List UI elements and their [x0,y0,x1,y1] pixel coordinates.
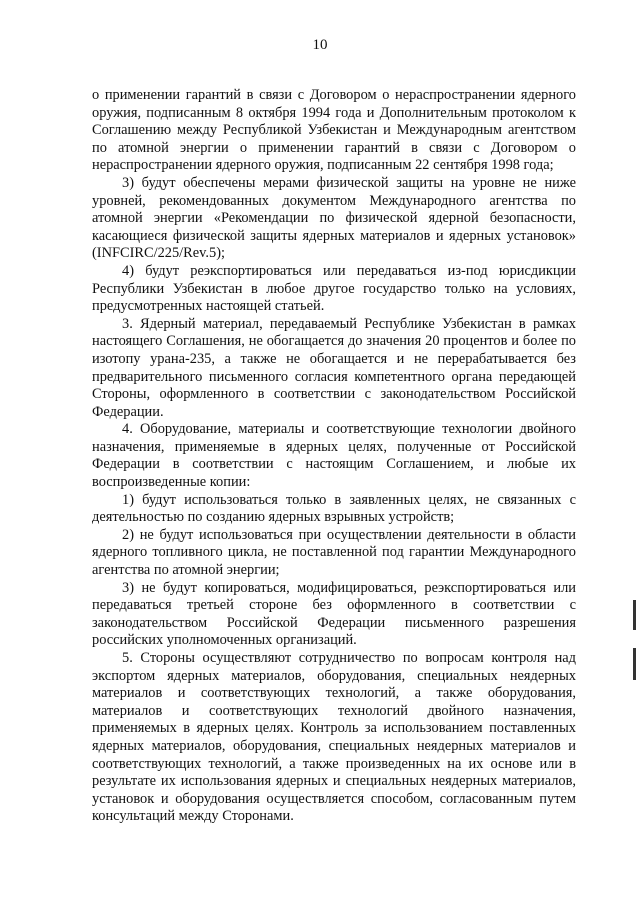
paragraph-reexport-conditions: 4) будут реэкспортироваться или передаваться из-под юрисдикции Республики Узбекистан в любое другое государство только на условиях, предусмотренных настоящей статьей. [92,262,576,315]
document-body [92,87,576,826]
paragraph-declared-purposes: 1) будут использоваться только в заявленных целях, не связанных с деятельностью по созданию ядерных взрывных устройств; [92,491,576,526]
scan-edge-mark [633,600,636,630]
paragraph-dual-use-equipment: 4. Оборудование, материалы и соответствующие технологии двойного назначения, применяемые в ядерных целях, полученные от Российской Федерации в соответствии с настоящим Соглашением, и любые их воспроизведенные копии: [92,421,576,491]
paragraph-copying-restriction: 3) не будут копироваться, модифицироваться, реэкспортироваться или передаваться третьей стороне без оформленного в соответствии с законодательством Российской Федерации письменного разрешения российских уполномоченных организаций. [92,579,576,649]
paragraph-safeguards-continuation: о применении гарантий в связи с Договором о нераспространении ядерного оружия, подписанным 8 октября 1994 года и Дополнительным протоколом к Соглашению между Республикой Узбекистан и Международным агентством по атомной энергии о применении гарантий в связи с Договором о нераспространении ядерного оружия, подписанным 22 сентября 1998 года; [92,87,576,174]
paragraph-export-control: 5. Стороны осуществляют сотрудничество по вопросам контроля над экспортом ядерных материалов, оборудования, специальных неядерных материалов и соответствующих технологий, а также оборудования, материалов и соответствующих технологий двойного назначения, применяемых в ядерных целях. Контроль за использованием поставленных ядерных материалов, оборудования, специальных неядерных материалов и соответствующих технологий, а также произведенных на их основе или в результате их использования ядерных и специальных неядерных материалов, установок и оборудования осуществляется способом, согласованным путем консультаций между Сторонами. [92,650,576,825]
paragraph-enrichment-limit: 3. Ядерный материал, передаваемый Республике Узбекистан в рамках настоящего Соглашения, не обогащается до значения 20 процентов и более по изотопу урана-235, а также не обогащается и не перерабатывается без предварительного письменного согласия компетентного органа передающей Стороны, оформленного в соответствии с законодательством Российской Федерации. [92,315,576,420]
paragraph-physical-protection: 3) будут обеспечены мерами физической защиты на уровне не ниже уровней, рекомендованных документом Международного агентства по атомной энергии «Рекомендации по физической ядерной безопасности, касающиеся физической защиты ядерных материалов и ядерных установок» (INFCIRC/225/Rev.5); [92,174,576,262]
paragraph-fuel-cycle: 2) не будут использоваться при осуществлении деятельности в области ядерного топливного цикла, не поставленной под гарантии Международного агентства по атомной энергии; [92,526,576,579]
page-number: 10 [312,37,328,53]
scan-edge-mark [633,648,636,680]
